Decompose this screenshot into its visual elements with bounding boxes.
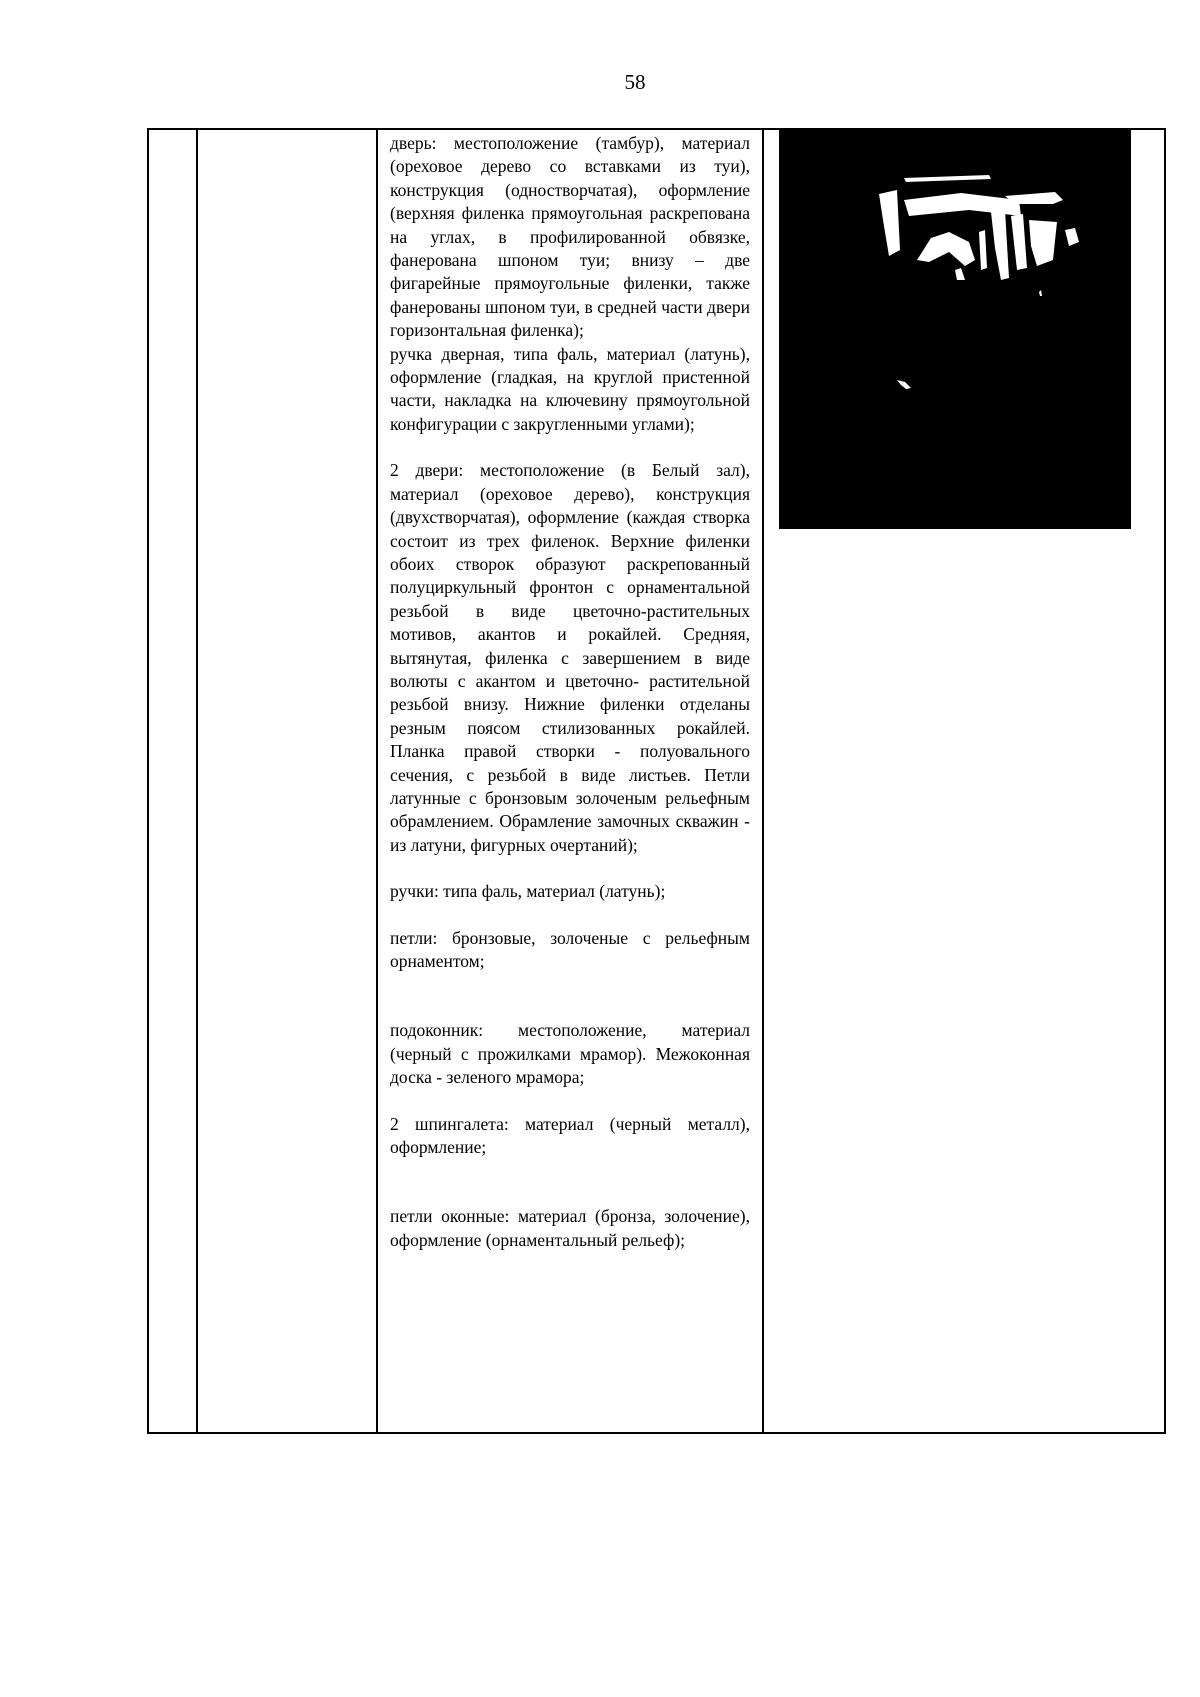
description-latches: 2 шпингалета: материал (черный металл), оформление; — [390, 1113, 750, 1158]
description-handles: ручки: типа фаль, материал (латунь); — [390, 881, 666, 902]
description-cell — [377, 129, 763, 1433]
description-window-hinges: петли оконные: материал (бронза, золочение), оформление (орнаментальный рельеф); — [390, 1206, 750, 1250]
table-row — [148, 129, 1165, 1433]
number-cell — [148, 129, 197, 1433]
description-double-doors: 2 двери: местоположение (в Белый зал), материал (ореховое дерево), конструкция (двухстворчатая), оформление (каждая створка состоит из трех филенок. Верхние филенки обоих створок образуют раскрепованный полуциркульный фронтон с орнаментальной резьбой в виде цветочно-растительных мотивов, акантов и рокайлей. Средняя, вытянутая, филенка с завершением в виде волюты с акантом и цветочно- растительной резьбой внизу. Нижние филенки отделаны резным поясом стилизованных рокайлей. Планка правой створки - полуовального сечения, с резьбой в виде листьев. Петли латунные с бронзовым золоченым рельефным обрамлением. Обрамление замочных скважин - из латуни, фигурных очертаний); — [390, 460, 750, 855]
description-hinges: петли: бронзовые, золоченые с рельефным орнаментом; — [390, 927, 750, 971]
description-windowsill: подоконник: местоположение, материал (черный с прожилками мрамор). Межоконная доска - зеленого мрамора; — [390, 1020, 750, 1088]
page-number: 58 — [624, 70, 646, 94]
name-cell — [197, 129, 377, 1433]
door-photo — [779, 130, 1131, 529]
object-description-table — [147, 128, 1166, 1434]
door-photo-graphic — [779, 130, 1131, 529]
description-door-handle: ручка дверная, типа фаль, материал (латунь), оформление (гладкая, на круглой пристенной части, накладка на ключевину прямоугольной конфигурации с закругленными углами); — [390, 343, 750, 434]
description-door-vestibule: дверь: местоположение (тамбур), материал (ореховое дерево со вставками из туи), конструкция (одностворчатая), оформление (верхняя филенка прямоугольная раскрепована на углах, в профилированной обвязке, фанерована шпоном туи; внизу – две фигарейные прямоугольные филенки, также фанерованы шпоном туи, в средней части двери горизонтальная филенка); — [390, 133, 750, 341]
photo-cell — [763, 129, 1165, 1433]
